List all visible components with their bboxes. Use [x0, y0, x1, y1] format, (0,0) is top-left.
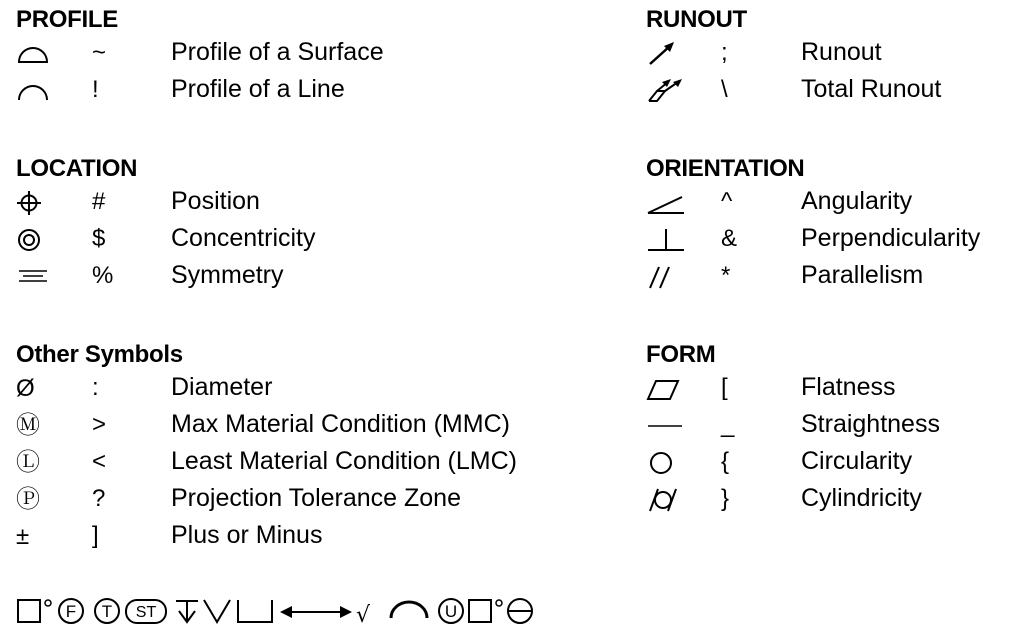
symbol-label: Angularity: [801, 187, 913, 215]
symbol-label: Projection Tolerance Zone: [171, 484, 461, 512]
circle-line-icon: [508, 599, 532, 623]
radical-glyph: √: [356, 603, 371, 628]
list-item: [16, 71, 345, 108]
diameter-icon: Ø: [16, 375, 35, 402]
degree-icon: [45, 600, 51, 606]
list-item: [646, 34, 882, 71]
symbol-label: Plus or Minus: [171, 521, 323, 549]
symbol-label: Perpendicularity: [801, 224, 981, 252]
keyboard-char: #: [92, 188, 106, 215]
symmetry-icon: [16, 263, 50, 291]
keyboard-char: :: [92, 374, 99, 401]
list-item: [16, 369, 273, 406]
unequal-profile-icon: [439, 599, 463, 623]
keyboard-char: >: [92, 411, 107, 438]
concentricity-icon: [16, 226, 50, 254]
keyboard-char: [: [721, 374, 728, 401]
straightness-icon: [646, 412, 680, 440]
total-runout-icon: [646, 77, 680, 105]
degree-icon: [496, 600, 502, 606]
location-section: [16, 155, 316, 294]
symbol-label: Diameter: [171, 373, 273, 401]
perpendicularity-icon: [646, 226, 680, 254]
keyboard-char: &: [721, 225, 738, 252]
keyboard-char: ^: [721, 188, 733, 215]
orientation-heading: ORIENTATION: [646, 155, 805, 182]
keyboard-char: %: [92, 262, 114, 289]
list-item: [16, 183, 260, 220]
symbol-label: Position: [171, 187, 260, 215]
runout-section: [646, 6, 942, 108]
symbol-label: Max Material Condition (MMC): [171, 410, 510, 438]
between-arrow-icon: [280, 606, 352, 618]
list-item: [646, 220, 981, 257]
keyboard-char: ]: [92, 522, 99, 549]
statistical-tolerance-icon: [126, 600, 166, 623]
square-icon: [469, 600, 491, 622]
list-item: [646, 480, 922, 517]
symbol-label: Parallelism: [801, 261, 924, 289]
symbol-label: Flatness: [801, 373, 896, 401]
keyboard-char: ;: [721, 39, 728, 66]
list-item: [646, 257, 924, 294]
line-profile-icon: [16, 77, 50, 105]
list-item: [646, 406, 940, 443]
keyboard-char: ?: [92, 485, 106, 512]
keyboard-char: _: [721, 411, 735, 438]
projected-tolerance-icon: Ⓟ: [16, 486, 40, 513]
keyboard-char: {: [721, 448, 730, 475]
list-item: [646, 443, 913, 480]
symbol-label: Profile of a Line: [171, 75, 345, 103]
profile-section: [16, 6, 384, 108]
other-symbols-section: [16, 341, 517, 554]
symbol-label: Circularity: [801, 447, 913, 475]
runout-heading: RUNOUT: [646, 6, 747, 33]
radical-icon: [356, 603, 371, 628]
location-heading: LOCATION: [16, 155, 138, 182]
surface-profile-icon: [16, 40, 50, 68]
keyboard-char: *: [721, 262, 731, 289]
symbol-label: Profile of a Surface: [171, 38, 384, 66]
list-item: [16, 220, 316, 257]
lmc-icon: Ⓛ: [16, 449, 40, 476]
symbol-label: Straightness: [801, 410, 940, 438]
symbol-label: Cylindricity: [801, 484, 922, 512]
symbol-label: Least Material Condition (LMC): [171, 447, 517, 475]
flatness-icon: [646, 375, 680, 403]
free-state-icon: [59, 599, 83, 623]
runout-icon: [646, 40, 680, 68]
counterbore-icon: [238, 600, 272, 622]
countersink-icon: [204, 600, 230, 622]
list-item: [646, 369, 896, 406]
plus-minus-icon: ±: [16, 523, 30, 550]
symbol-label: Symmetry: [171, 261, 284, 289]
square-icon: [18, 600, 40, 622]
profile-heading: PROFILE: [16, 6, 118, 33]
keyboard-char: ~: [92, 39, 107, 66]
misc-symbol-strip: [16, 592, 616, 632]
list-item: [16, 443, 517, 480]
keyboard-char: $: [92, 225, 106, 252]
tangent-plane-icon: [95, 599, 119, 623]
orientation-section: [646, 155, 981, 294]
position-icon: [16, 189, 50, 217]
parallelism-icon: [646, 263, 680, 291]
list-item: [16, 480, 461, 517]
keyboard-char: \: [721, 76, 728, 103]
keyboard-char: }: [721, 485, 730, 512]
list-item: [16, 257, 284, 294]
circularity-icon: [646, 449, 680, 477]
free-state-letter: F: [65, 602, 77, 621]
form-heading: FORM: [646, 341, 716, 368]
form-section: [646, 341, 940, 517]
unequal-profile-letter: U: [444, 602, 458, 621]
list-item: [16, 517, 323, 554]
symbol-label: Concentricity: [171, 224, 316, 252]
mmc-icon: Ⓜ: [16, 412, 40, 439]
depth-icon: [176, 601, 198, 622]
list-item: [646, 71, 942, 108]
symbol-label: Runout: [801, 38, 882, 66]
keyboard-char: !: [92, 76, 99, 103]
tangent-plane-letter: T: [101, 602, 113, 621]
statistical-tolerance-letters: ST: [135, 604, 157, 621]
keyboard-char: <: [92, 448, 107, 475]
angularity-icon: [646, 189, 680, 217]
list-item: [646, 183, 913, 220]
cylindricity-icon: [646, 486, 680, 514]
list-item: [16, 406, 510, 443]
symbol-label: Total Runout: [801, 75, 942, 103]
other-symbols-heading: Other Symbols: [16, 341, 183, 368]
list-item: [16, 34, 384, 71]
arc-length-icon: [391, 602, 427, 618]
